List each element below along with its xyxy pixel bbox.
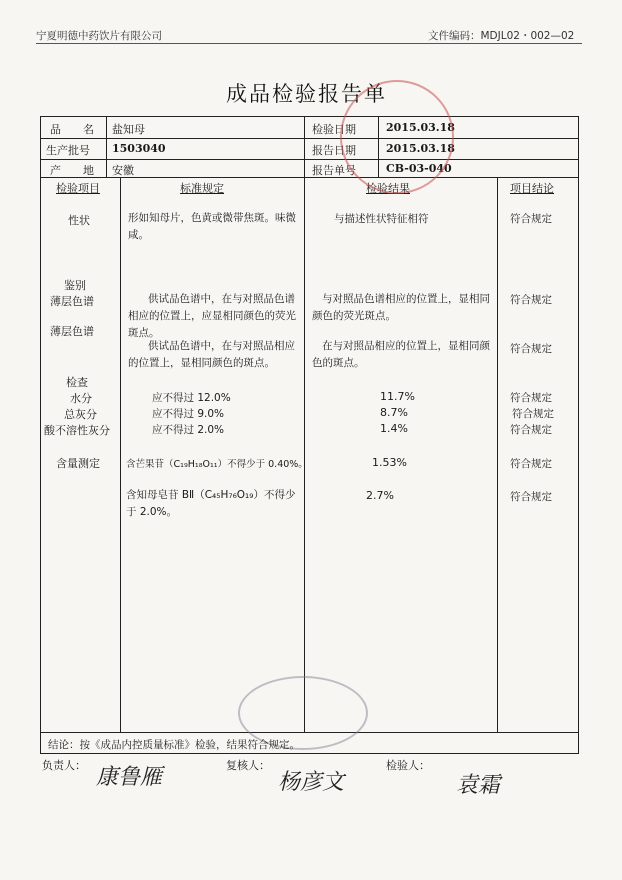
con-xingzhuang: 符合规定 — [510, 213, 552, 225]
product-name-value: 盐知母 — [112, 123, 145, 136]
item-tlc1: 薄层色谱 — [50, 295, 94, 308]
col-header-conclusion: 项目结论 — [510, 182, 554, 195]
std-ash: 应不得过 9.0% — [152, 408, 225, 420]
reviewer-signature: 杨彦文 — [278, 770, 345, 795]
company-name: 宁夏明德中药饮片有限公司 — [36, 30, 162, 42]
con-assay-1: 符合规定 — [510, 458, 552, 470]
inspector-label: 检验人： — [386, 759, 430, 772]
std-tlc1: 供试品色谱中，在与对照品色谱相应的位置上，应显相同颜色的荧光斑点。 — [128, 293, 296, 339]
std-acid-ash: 应不得过 2.0% — [152, 424, 225, 436]
res-water: 11.7% — [380, 390, 415, 403]
res-assay-1: 1.53% — [372, 456, 407, 469]
col-header-result: 检验结果 — [366, 182, 410, 195]
col-divider — [304, 177, 305, 732]
file-code: 文件编码：MDJL02・002—02 — [428, 30, 575, 42]
std-water: 应不得过 12.0% — [152, 392, 231, 404]
product-name-label: 品 名 — [50, 123, 94, 136]
con-assay-2: 符合规定 — [510, 491, 552, 503]
item-assay: 含量测定 — [56, 457, 100, 470]
item-tlc2: 薄层色谱 — [50, 325, 94, 338]
res-tlc2: 在与对照品相应的位置上，显相同颜色的斑点。 — [312, 340, 490, 369]
item-acid-ash: 酸不溶性灰分 — [44, 424, 110, 437]
res-ash: 8.7% — [380, 406, 408, 419]
batch-value: 1503040 — [112, 142, 166, 155]
responsible-label: 负责人： — [42, 759, 86, 772]
conclusion-text: 结论：按《成品内控质量标准》检验，结果符合规定。 — [48, 739, 300, 751]
con-water: 符合规定 — [510, 392, 552, 404]
item-xingzhuang: 性状 — [68, 214, 90, 227]
row-divider — [40, 138, 579, 139]
col-header-standard: 标准规定 — [180, 182, 224, 195]
inspect-date-label: 检验日期 — [312, 123, 356, 136]
std-tlc2: 供试品色谱中，在与对照品相应的位置上，显相同颜色的斑点。 — [128, 340, 295, 369]
page-title: 成品检验报告单 — [226, 82, 387, 106]
col-divider — [106, 116, 107, 178]
responsible-signature: 康鲁雁 — [96, 765, 163, 790]
reviewer-label: 复核人： — [226, 759, 270, 772]
row-divider — [40, 159, 579, 160]
item-jiancha: 检查 — [66, 376, 88, 389]
con-acid-ash: 符合规定 — [510, 424, 552, 436]
con-tlc2: 符合规定 — [510, 343, 552, 355]
red-seal-stamp — [340, 80, 454, 194]
res-assay-2: 2.7% — [366, 489, 394, 502]
res-acid-ash: 1.4% — [380, 422, 408, 435]
item-jianbie: 鉴别 — [64, 279, 86, 292]
res-tlc1: 与对照品色谱相应的位置上，显相同颜色的荧光斑点。 — [312, 293, 490, 322]
origin-value: 安徽 — [112, 164, 134, 177]
batch-label: 生产批号 — [46, 144, 90, 157]
inspector-signature: 袁霜 — [456, 773, 501, 798]
con-ash: 符合规定 — [512, 408, 554, 420]
item-ash: 总灰分 — [64, 408, 97, 421]
report-no-value: CB-03-040 — [386, 162, 452, 175]
con-tlc1: 符合规定 — [510, 294, 552, 306]
res-xingzhuang: 与描述性状特征相符 — [334, 213, 429, 225]
std-xingzhuang: 形如知母片，色黄或微带焦斑。味微咸。 — [128, 212, 296, 241]
col-divider — [304, 116, 305, 178]
report-no-label: 报告单号 — [312, 164, 356, 177]
col-divider — [497, 177, 498, 732]
std-assay-2: 含知母皂苷 BⅡ（C₄₅H₇₆O₁₉）不得少于 2.0%。 — [126, 489, 296, 518]
origin-label: 产 地 — [50, 164, 94, 177]
report-date-label: 报告日期 — [312, 144, 356, 157]
col-divider — [120, 177, 121, 732]
report-date-value: 2015.03.18 — [386, 142, 455, 155]
header-divider — [36, 43, 582, 44]
std-assay-1: 含芒果苷（C₁₉H₁₈O₁₁）不得少于 0.40%。 — [126, 459, 308, 470]
col-header-item: 检验项目 — [56, 182, 100, 195]
inspect-date-value: 2015.03.18 — [386, 121, 455, 134]
item-water: 水分 — [70, 392, 92, 405]
